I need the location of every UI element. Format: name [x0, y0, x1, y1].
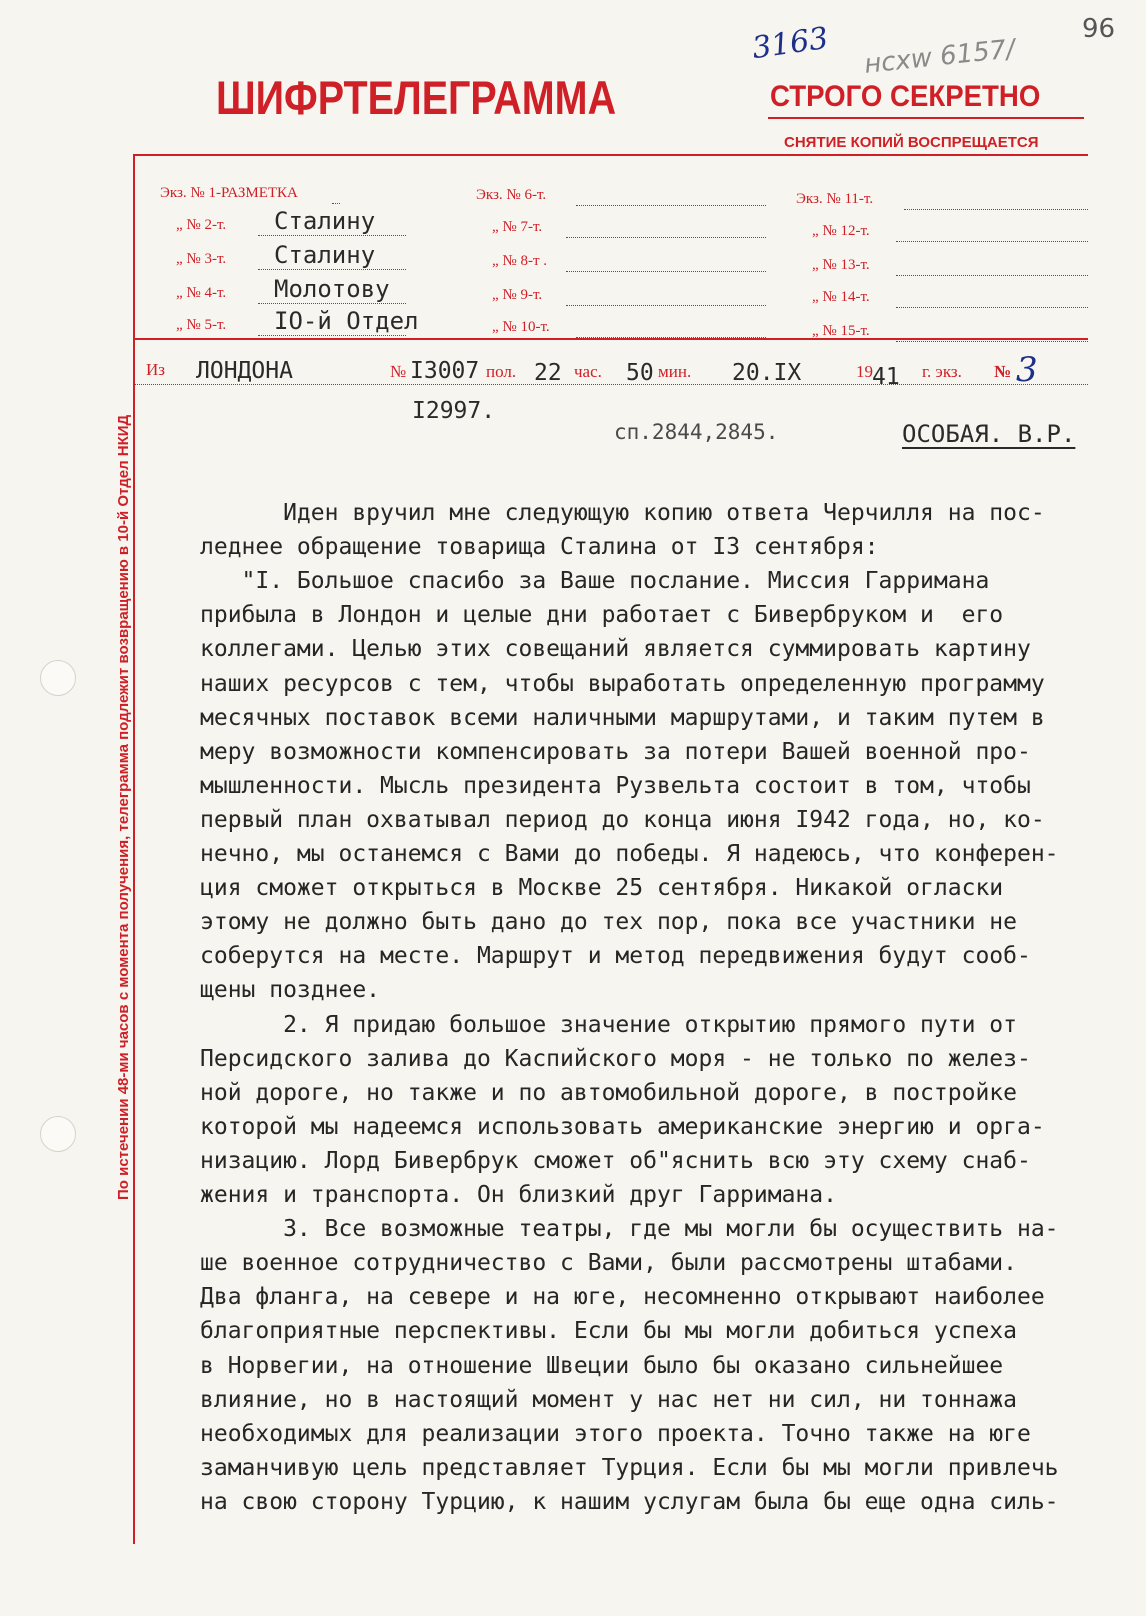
body-line: ше военное сотрудничество с Вами, были рассмотрены штабами. [200, 1250, 1017, 1276]
copy-restriction: СНЯТИЕ КОПИЙ ВОСПРЕЩАЕТСЯ [784, 134, 1039, 151]
archive-number: 3163 [749, 20, 831, 67]
form-top-rule [133, 154, 1088, 156]
copy-label: „ № 7-т. [492, 219, 543, 235]
copy-dotted-line [896, 307, 1088, 308]
copy-dotted-line [896, 275, 1088, 276]
telegram-number: I3007 [410, 358, 480, 384]
from-city: ЛОНДОНА [196, 358, 293, 384]
copy-label: „ № 15-т. [812, 323, 870, 339]
year-copy-label: г. экз. [922, 362, 962, 381]
copy-dotted-line [258, 269, 406, 270]
copy-label: „ № 5-т. [176, 317, 227, 333]
body-line: "I. Большое спасибо за Ваше послание. Миссия Гарримана [200, 568, 990, 594]
origin-dotted-line [133, 384, 1088, 385]
copy-dotted-line [332, 203, 340, 204]
copy-label: Экз. № 6-т. [476, 187, 547, 203]
copy-label: „ № 13-т. [812, 257, 870, 273]
copy-dotted-line [896, 241, 1088, 242]
form-margin-line [133, 154, 135, 1544]
archive-code: нсхw 6157/ [862, 34, 1017, 80]
document-title: ШИФРТЕЛЕГРАММА [216, 71, 617, 124]
copy-dotted-line [258, 303, 406, 304]
body-line: на свою сторону Турцию, к нашим услугам была бы еще одна силь- [200, 1489, 1059, 1515]
copy-row-15 [812, 316, 1088, 342]
recipient-name: Сталину [274, 241, 376, 269]
body-line: меру возможности компенсировать за потери Вашей военной про- [200, 739, 1031, 765]
copy-dotted-line [566, 237, 766, 238]
body-line: коллегами. Целью этих совещаний является суммировать картину [200, 636, 1031, 662]
copy-dotted-line [576, 205, 766, 206]
copy-dotted-line [576, 337, 766, 338]
copy-label: „ № 2-т. [176, 217, 227, 233]
body-line: необходимых для реализации этого проекта. Точно также на юге [200, 1421, 1031, 1447]
body-line: леднее обращение товарища Сталина от I3 сентября: [200, 534, 879, 560]
body-line: соберутся на месте. Маршрут и метод передвижения будут сооб- [200, 943, 1031, 969]
cipher-reference: сп.2844,2845. [614, 420, 779, 444]
copy-row-5 [176, 307, 419, 336]
body-line: в Норвегии, на отношение Швеции было бы оказано сильнейшее [200, 1353, 1004, 1379]
return-notice: По истечении 48-ми часов с момента получения, телеграмма подлежит возвращению в 10-й Отдел НКИД [115, 414, 132, 1200]
copy-label: Экз. № 11-т. [796, 191, 874, 207]
body-line: заманчивую цель представляет Турция. Если бы мы могли привлечь [200, 1455, 1059, 1481]
sheet-number: 96 [1082, 14, 1116, 44]
copy-number-handwritten: 3 [1016, 350, 1038, 390]
copy-dotted-line [258, 335, 406, 336]
copy-dotted-line [566, 271, 766, 272]
body-line: Иден вручил мне следующую копию ответа Черчилля на пос- [200, 500, 1045, 526]
secrecy-underline [768, 117, 1084, 119]
copy-label: „ № 4-т. [176, 285, 227, 301]
body-line: благоприятные перспективы. Если бы мы могли добиться успеха [200, 1318, 1017, 1344]
body-line: 2. Я придаю большое значение открытию прямого пути от [200, 1012, 1017, 1038]
copy-row-12 [812, 216, 1088, 242]
secrecy-stamp: СТРОГО СЕКРЕТНО [770, 80, 1041, 113]
year-prefix: 19 [856, 362, 873, 381]
body-line: месячных поставок всеми наличными маршрутами, и таким путем в [200, 705, 1045, 731]
copy-row-4 [176, 275, 406, 304]
copy-row-9 [492, 280, 766, 306]
body-line: щены позднее. [200, 977, 381, 1003]
copy-row-14 [812, 282, 1088, 308]
recipient-name: Молотову [274, 275, 390, 303]
copy-row-8 [492, 246, 766, 272]
copy-dotted-line [566, 305, 766, 306]
body-line: влияние, но в настоящий момент у нас нет ни сил, ни тоннажа [200, 1387, 1017, 1413]
copy-row-2 [176, 207, 406, 236]
copy-label: Экз. № 1-РАЗМЕТКА [160, 185, 298, 201]
received-minutes: 50 [626, 360, 654, 386]
body-line: наших ресурсов с тем, чтобы выработать определенную программу [200, 671, 1045, 697]
copy-row-1 [160, 178, 340, 204]
body-line: этому не должно быть дано до тех пор, пока все участники не [200, 909, 1017, 935]
binder-hole-bottom [40, 1116, 76, 1152]
copy-label: „ № 12-т. [812, 223, 870, 239]
received-hour: 22 [534, 360, 562, 386]
minutes-label: мин. [658, 362, 692, 381]
copy-row-11 [796, 184, 1088, 210]
copy-label: „ № 14-т. [812, 289, 870, 305]
copy-label: „ № 9-т. [492, 287, 543, 303]
body-line: нечно, мы останемся с Вами до победы. Я надеюсь, что конферен- [200, 841, 1059, 867]
body-line: Персидского залива до Каспийского моря - не только по желез- [200, 1046, 1031, 1072]
from-label: Из [146, 360, 165, 379]
body-line: Два фланга, на севере и на юге, несомненно открывают наиболее [200, 1284, 1045, 1310]
year-value: 41 [872, 364, 900, 390]
received-date: 20.IX [732, 360, 802, 386]
body-line: первый план охватывал период до конца июня I942 года, но, ко- [200, 807, 1045, 833]
copy-number-label: № [994, 362, 1012, 381]
copy-row-3 [176, 241, 406, 270]
binder-hole-top [40, 660, 76, 696]
body-line: которой мы надеемся использовать американские энергию и орга- [200, 1114, 1045, 1140]
received-label: пол. [486, 362, 517, 381]
body-line: мышленности. Мысль президента Рузвельта состоит в том, чтобы [200, 773, 1031, 799]
body-line: прибыла в Лондон и целые дни работает с Бивербруком и его [200, 602, 1004, 628]
number-label: № [390, 362, 407, 381]
body-line: ция сможет открыться в Москве 25 сентября. Никакой огласки [200, 875, 1004, 901]
copy-row-7 [492, 212, 766, 238]
recipient-name: Сталину [274, 207, 376, 235]
copy-dotted-line [258, 235, 406, 236]
copy-label: „ № 3-т. [176, 251, 227, 267]
copy-dotted-line [904, 209, 1088, 210]
body-line: жения и транспорта. Он близкий друг Гарримана. [200, 1182, 837, 1208]
body-line: низацию. Лорд Бивербрук сможет об"яснить всю эту схему снаб- [200, 1148, 1031, 1174]
recipient-name: IO-й Отдел [274, 307, 419, 335]
copy-label: „ № 8-т . [492, 253, 548, 269]
copy-row-10 [492, 312, 766, 338]
telegram-number-secondary: I2997. [412, 398, 496, 424]
special-marker: ОСОБАЯ. В.Р. [902, 420, 1076, 448]
hour-label: час. [574, 362, 602, 381]
copy-label: „ № 10-т. [492, 319, 550, 335]
body-line: 3. Все возможные театры, где мы могли бы осуществить на- [200, 1216, 1059, 1242]
copy-row-13 [812, 250, 1088, 276]
copy-dotted-line [896, 341, 1088, 342]
copy-row-6 [476, 180, 766, 206]
body-line: ной дороге, но также и по автомобильной дороге, в постройке [200, 1080, 1017, 1106]
